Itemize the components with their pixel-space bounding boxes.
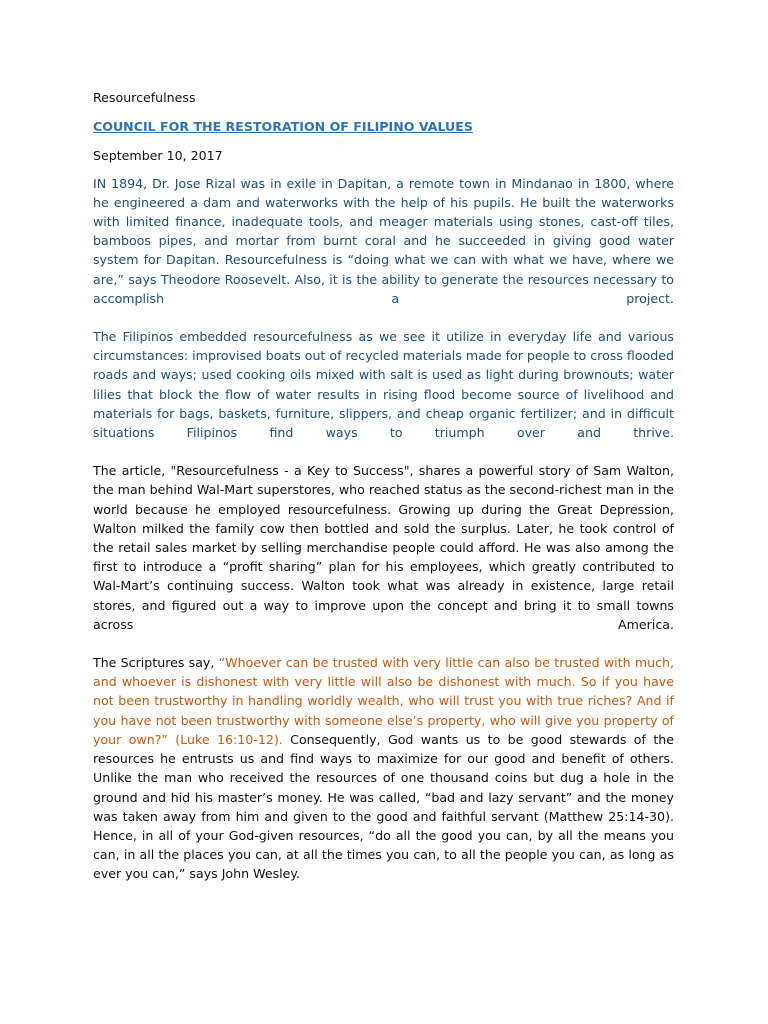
paragraph-scriptures (93, 653, 674, 883)
organization-link[interactable]: COUNCIL FOR THE RESTORATION OF FILIPINO VALUES (93, 119, 473, 135)
document-body (93, 88, 674, 884)
paragraph-walton: The article, "Resourcefulness - a Key to Success", shares a powerful story of Sam Walton, the man behind Wal-Mart superstores, who reached status as the second-richest man in the world because he employed resourcefulness. Growing up during the Great Depression, Walton milked the family cow then bottled and sold the surplus. Later, he took control of the retail sales market by selling merchandise people could afford. He was also among the first to introduce a “profit sharing” plan for his employees, which greatly contributed to Wal-Mart’s continuing success. Walton took what was already in existence, large retail stores, and figured out a way to improve upon the concept and bring it to small towns across America. (93, 463, 674, 632)
scripture-intro: The Scriptures say, (93, 655, 219, 671)
paragraph-filipinos: The Filipinos embedded resourcefulness as we see it utilize in everyday life and various circumstances: improvised boats out of recycled materials made for people to cross flooded roads and ways; used cooking oils mixed with salt is used as light during brownouts; water lilies that block the flow of water results in rising flood become source of livelihood and materials for bags, baskets, furniture, slippers, and cheap organic fertilizer; and in difficult situations Filipinos find ways to triumph over and thrive. (93, 329, 674, 441)
paragraph-rizal: IN 1894, Dr. Jose Rizal was in exile in Dapitan, a remote town in Mindanao in 1800, where he engineered a dam and waterworks with the help of his pupils. He built the waterworks with limited finance, inadequate tools, and meager materials using stones, cast-off tiles, bamboos pipes, and mortar from burnt coral and he succeeded in giving good water system for Dapitan. Resourcefulness is “doing what we can with what we have, where we are,” says Theodore Roosevelt. Also, it is the ability to generate the resources necessary to accomplish a project. (93, 175, 674, 306)
document-title: Resourcefulness (93, 90, 196, 105)
scripture-commentary: Consequently, God wants us to be good stewards of the resources he entrusts us and find ways to maximize for our good and benefit of others. Unlike the man who received the resources of one thousand coins but dug a hole in the ground and hid his master’s money. He was called, “bad and lazy servant” and the money was taken away from him and given to the good and faithful servant (Matthew 25:14-30). Hence, in all of your God-given resources, “do all the good you can, by all the means you can, in all the places you can, at all the times you can, to all the people you can, as long as ever you can,” says John Wesley. (93, 731, 674, 882)
scripture-quote: “Whoever can be trusted with very little can also be trusted with much, and whoever is dishonest with very little will also be dishonest with much. So if you have not been trustworthy in handling worldly wealth, who will trust you with true riches? And if you have not been trustworthy with someone else’s property, who will give you property of your own?” (Luke 16:10-12). (93, 655, 674, 747)
document-date: September 10, 2017 (93, 148, 223, 164)
